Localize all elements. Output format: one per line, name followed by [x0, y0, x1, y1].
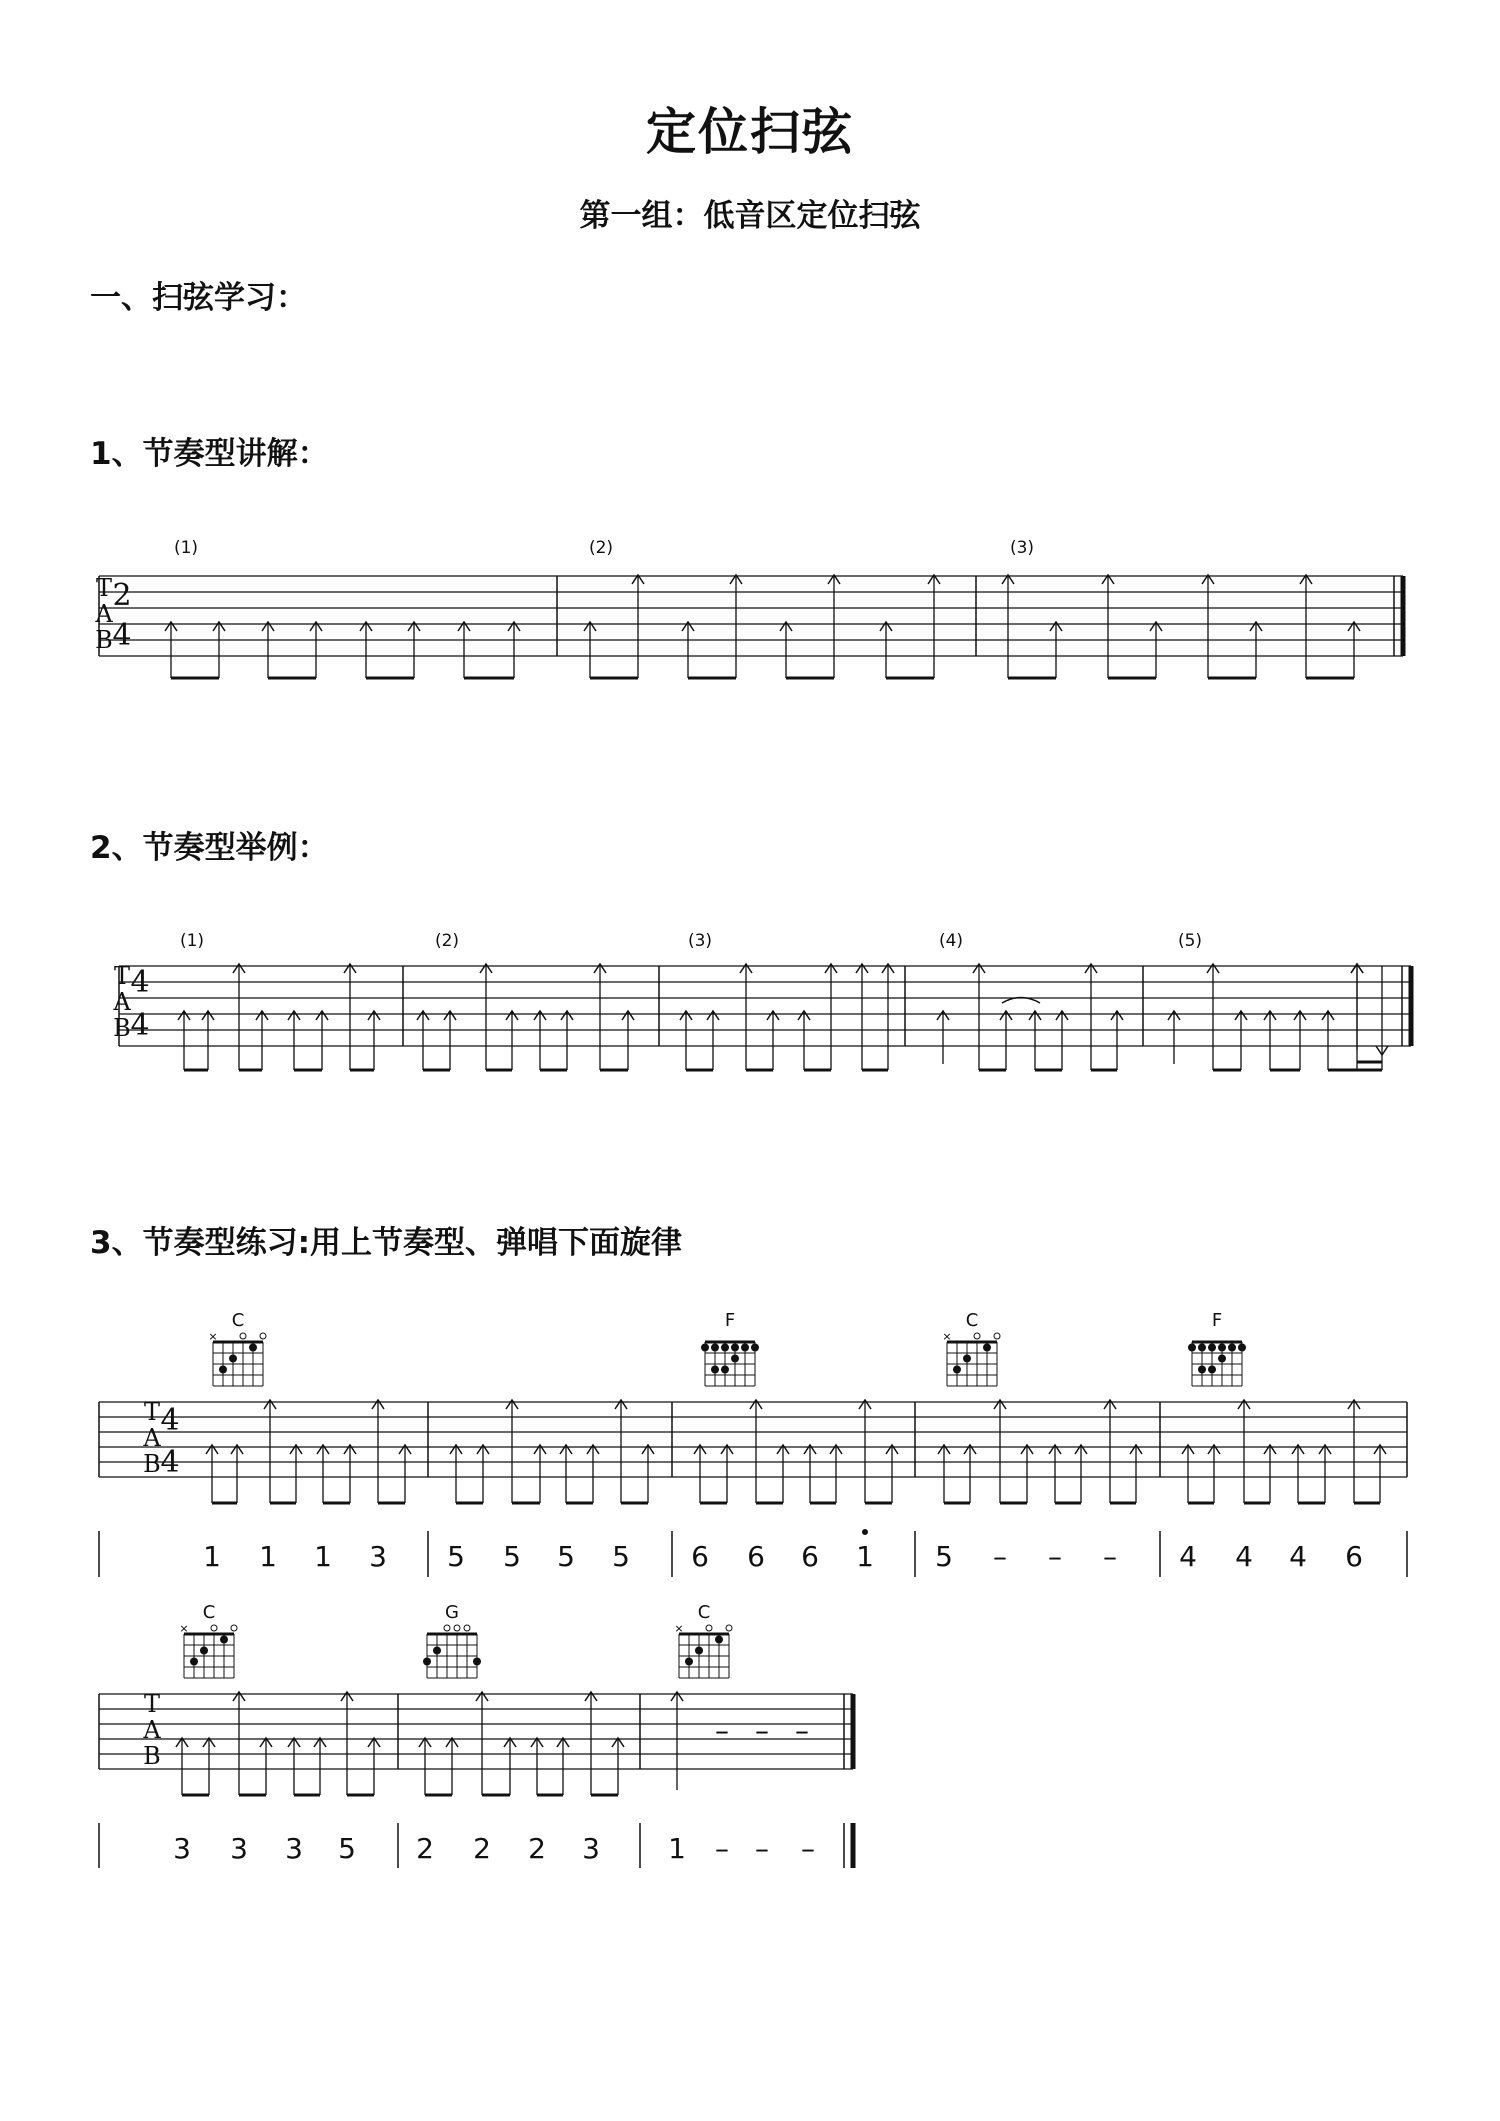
jianpu-note: 3 [173, 1832, 191, 1865]
chord-finger-dot [983, 1344, 991, 1352]
chord-finger-dot [751, 1344, 759, 1352]
tab-clef-b: B [95, 626, 113, 654]
jianpu-note: 1 [668, 1832, 686, 1865]
section-heading-rhythm-examples: 2、节奏型举例： [90, 830, 329, 866]
jianpu-note: 1 [259, 1540, 277, 1573]
section-heading-main: 一、扫弦学习： [90, 280, 307, 316]
section-heading-rhythm-explanation: 1、节奏型讲解： [90, 436, 329, 472]
chord-finger-dot [1228, 1344, 1236, 1352]
tab-clef-t: T [113, 962, 131, 990]
chord-finger-dot [701, 1344, 709, 1352]
chord-open-string [454, 1625, 460, 1631]
chord-finger-dot [433, 1647, 441, 1655]
chord-name: F [1211, 1310, 1223, 1331]
jianpu-note: 6 [801, 1540, 819, 1573]
measure-label: (3) [687, 931, 713, 951]
chord-muted-string: × [674, 1622, 684, 1635]
chord-finger-dot [1208, 1366, 1216, 1374]
chord-diagram-f [701, 1310, 759, 1386]
chord-open-string [464, 1625, 470, 1631]
chord-name: C [697, 1602, 711, 1623]
jianpu-note: 4 [1289, 1540, 1307, 1573]
chord-diagram-c [179, 1602, 237, 1678]
chord-finger-dot [1218, 1344, 1226, 1352]
jianpu-note: 5 [557, 1540, 575, 1573]
chord-open-string [231, 1625, 237, 1631]
time-signature-bottom: 4 [160, 1445, 180, 1480]
jianpu-note: – [1048, 1540, 1062, 1573]
rest-dash: – [795, 1714, 809, 1747]
chord-finger-dot [229, 1355, 237, 1363]
page-title: 定位扫弦 [646, 103, 854, 161]
chord-open-string [444, 1625, 450, 1631]
tab-clef-t: T [143, 1398, 161, 1426]
chord-finger-dot [963, 1355, 971, 1363]
jianpu-note: 5 [612, 1540, 630, 1573]
chord-diagram-c [208, 1310, 266, 1386]
tab-clef-a: A [143, 1716, 161, 1744]
chord-finger-dot [715, 1636, 723, 1644]
measure-label: (3) [1009, 538, 1035, 558]
chord-finger-dot [685, 1658, 693, 1666]
chord-finger-dot [1198, 1366, 1206, 1374]
tab-clef-t: T [143, 1690, 161, 1718]
chord-name: C [231, 1310, 245, 1331]
chord-diagram-c [674, 1602, 732, 1678]
jianpu-note: 4 [1235, 1540, 1253, 1573]
tab-clef-b: B [143, 1742, 161, 1770]
chord-open-string [211, 1625, 217, 1631]
chord-finger-dot [721, 1344, 729, 1352]
chord-muted-string: × [942, 1330, 952, 1343]
chord-finger-dot [1238, 1344, 1246, 1352]
jianpu-note: 3 [230, 1832, 248, 1865]
chord-finger-dot [219, 1366, 227, 1374]
jianpu-note: – [715, 1832, 729, 1865]
measure-label: (2) [434, 931, 460, 951]
chord-finger-dot [249, 1344, 257, 1352]
tab-clef-t: T [95, 574, 113, 602]
jianpu-note: 4 [1179, 1540, 1197, 1573]
chord-open-string [706, 1625, 712, 1631]
chord-muted-string: × [208, 1330, 218, 1343]
time-signature-bottom: 4 [130, 1008, 150, 1043]
tab-clef-b: B [143, 1450, 161, 1478]
chord-diagram-g [423, 1602, 481, 1678]
time-signature-top: 4 [160, 1403, 180, 1438]
measure-label: (1) [173, 538, 199, 558]
chord-name: G [445, 1602, 459, 1623]
chord-finger-dot [190, 1658, 198, 1666]
chord-finger-dot [711, 1366, 719, 1374]
tab-clef-a: A [143, 1424, 161, 1452]
section-heading-rhythm-practice: 3、节奏型练习:用上节奏型、弹唱下面旋律 [90, 1225, 682, 1261]
chord-finger-dot [741, 1344, 749, 1352]
chord-finger-dot [200, 1647, 208, 1655]
measure-label: (4) [938, 931, 964, 951]
chord-finger-dot [731, 1344, 739, 1352]
chord-finger-dot [1188, 1344, 1196, 1352]
jianpu-note: 1 [856, 1540, 874, 1573]
jianpu-note: 3 [285, 1832, 303, 1865]
chord-finger-dot [1208, 1344, 1216, 1352]
jianpu-note: 5 [935, 1540, 953, 1573]
rest-dash: – [755, 1714, 769, 1747]
chord-finger-dot [731, 1355, 739, 1363]
jianpu-note: 1 [203, 1540, 221, 1573]
jianpu-note: 2 [528, 1832, 546, 1865]
tab-clef-b: B [113, 1014, 131, 1042]
page-subtitle: 第一组：低音区定位扫弦 [579, 198, 921, 234]
jianpu-note: – [1103, 1540, 1117, 1573]
chord-diagram-f [1188, 1310, 1246, 1386]
chord-finger-dot [1218, 1355, 1226, 1363]
tab-clef-a: A [113, 988, 131, 1016]
chord-diagram-c [942, 1310, 1000, 1386]
jianpu-note: – [801, 1832, 815, 1865]
jianpu-note: 6 [691, 1540, 709, 1573]
jianpu-note: 5 [503, 1540, 521, 1573]
jianpu-note: 2 [473, 1832, 491, 1865]
measure-label: (1) [179, 931, 205, 951]
jianpu-note: 1 [314, 1540, 332, 1573]
jianpu-note: 5 [447, 1540, 465, 1573]
time-signature-top: 2 [112, 578, 132, 613]
chord-name: C [202, 1602, 216, 1623]
measure-label: (2) [588, 538, 614, 558]
chord-finger-dot [423, 1658, 431, 1666]
chord-finger-dot [1198, 1344, 1206, 1352]
chord-finger-dot [953, 1366, 961, 1374]
jianpu-high-octave-dot [862, 1529, 868, 1535]
jianpu-note: – [755, 1832, 769, 1865]
jianpu-note: 3 [582, 1832, 600, 1865]
jianpu-note: – [993, 1540, 1007, 1573]
rest-dash: – [715, 1714, 729, 1747]
chord-name: F [724, 1310, 736, 1331]
chord-open-string [260, 1333, 266, 1339]
chord-finger-dot [711, 1344, 719, 1352]
chord-open-string [994, 1333, 1000, 1339]
jianpu-note: 3 [369, 1540, 387, 1573]
time-signature-bottom: 4 [112, 618, 132, 653]
chord-finger-dot [721, 1366, 729, 1374]
measure-label: (5) [1177, 931, 1203, 951]
chord-finger-dot [473, 1658, 481, 1666]
chord-finger-dot [695, 1647, 703, 1655]
tab-clef-a: A [95, 600, 113, 628]
jianpu-note: 6 [747, 1540, 765, 1573]
jianpu-note: 5 [338, 1832, 356, 1865]
time-signature-top: 4 [130, 965, 150, 1000]
chord-name: C [965, 1310, 979, 1331]
jianpu-note: 6 [1345, 1540, 1363, 1573]
chord-open-string [726, 1625, 732, 1631]
chord-finger-dot [220, 1636, 228, 1644]
chord-open-string [240, 1333, 246, 1339]
chord-muted-string: × [179, 1622, 189, 1635]
jianpu-note: 2 [416, 1832, 434, 1865]
chord-open-string [974, 1333, 980, 1339]
